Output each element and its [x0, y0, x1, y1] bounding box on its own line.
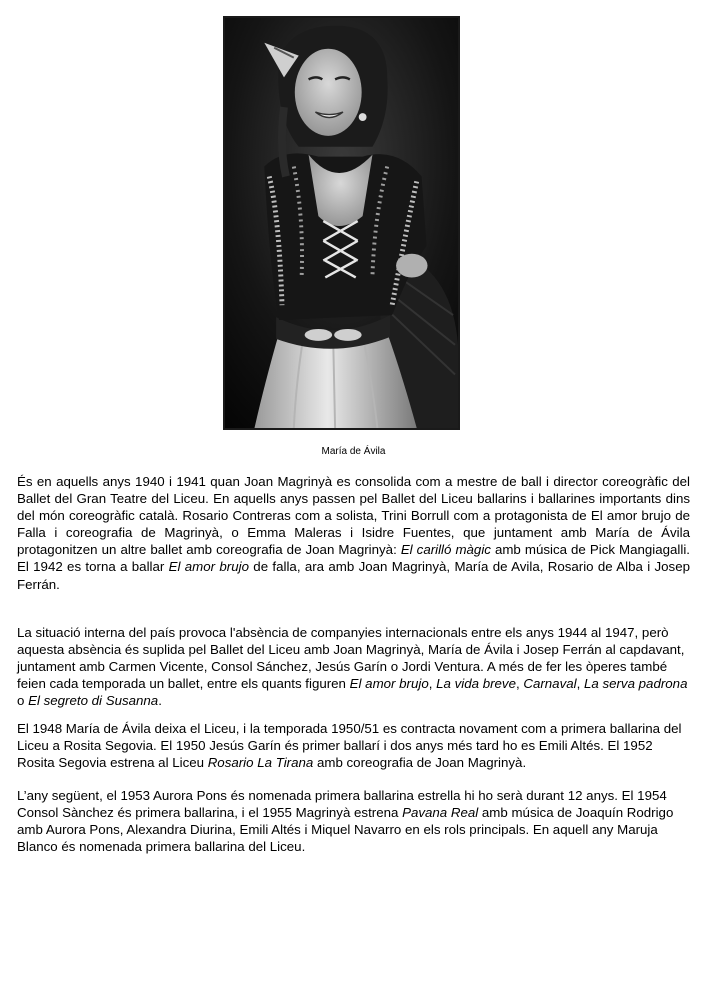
- paragraph-2: [17, 624, 690, 709]
- work-title: Rosario La Tirana: [207, 755, 314, 771]
- paragraph-2-text: [17, 624, 690, 709]
- text-run: de falla, ara amb Joan Magrinyà, María de Avila, Rosario de Alba i Josep Ferrán.: [17, 559, 690, 592]
- text-run: amb música de Pick Mangiagalli. El 1942 es torna a ballar: [17, 542, 690, 575]
- work-title: El amor brujo: [349, 676, 429, 692]
- work-title: El segreto di Susanna: [28, 693, 159, 709]
- work-title: La vida breve: [436, 676, 516, 692]
- paragraph-3-text: [17, 720, 690, 771]
- paragraph-4-text: [17, 787, 690, 855]
- text-run: amb música de Joaquín Rodrigo amb Aurora Pons, Alexandra Diurina, Emili Altés i Miquel Navarro en els rols principals. En aquell any Maruja Blanco és nomenada primera ballarina del Liceu.: [17, 805, 674, 855]
- work-title: Pavana Real: [402, 805, 479, 821]
- text-run: ,: [428, 676, 437, 692]
- text-run: El 1948 María de Ávila deixa el Liceu, i la temporada 1950/51 es contracta novament com a primera ballarina del Liceu a Rosita Segovia. El 1950 Jesús Garín és primer ballarí i dos anys més tard ho es Emili Altés. El 1952 Rosita Segovia estrena al Liceu: [17, 721, 682, 771]
- text-run: És en aquells anys 1940 i 1941 quan Joan Magrinyà es consolida com a mestre de ball i director coreogràfic del Ballet del Gran Teatre del Liceu. En aquells anys passen pel Ballet del Liceu ballarins i ballarines importants dins del món coreogràfic català. Rosario Contreras com a solista, Trini Borrull com a protagonista de El amor brujo de Falla i coreografia de Magrinyà, o Emma Maleras i Isidre Fuentes, que juntament amb María de Ávila protagonitzen un altre ballet amb coreografia de Joan Magrinyà:: [17, 474, 690, 558]
- dancer-photo-illustration: [225, 18, 458, 428]
- text-run: .: [158, 693, 162, 709]
- paragraph-1-text: [17, 473, 690, 593]
- text-run: La situació interna del país provoca l'absència de companyies internacionals entre els anys 1944 al 1947, però aquesta absència és suplida pel Ballet del Liceu amb Joan Magrinyà, María de Ávila i Josep Ferrán al capdavant, juntament amb Carmen Vicente, Consol Sánchez, Jesús Garín o Jordi Ventura. A més de fer les òperes també feien cada temporada un ballet, entre els quants figuren: [17, 625, 685, 692]
- work-title: La serva padrona: [583, 676, 688, 692]
- text-run: ,: [515, 676, 524, 692]
- paragraph-4: [17, 787, 690, 855]
- paragraph-1: [17, 473, 690, 593]
- text-run: amb coreografia de Joan Magrinyà.: [313, 755, 527, 771]
- work-title: El amor brujo: [168, 559, 249, 575]
- work-title: Carnaval: [523, 676, 577, 692]
- dancer-photo: [223, 16, 460, 430]
- text-run: L’any següent, el 1953 Aurora Pons és nomenada primera ballarina estrella hi ho serà durant 12 anys. El 1954 Consol Sànchez és primera ballarina, i el 1955 Magrinyà estrena: [17, 788, 667, 821]
- photo-caption: María de Ávila: [321, 446, 386, 457]
- paragraph-3: [17, 720, 690, 771]
- text-run: ,: [576, 676, 584, 692]
- work-title: El carilló màgic: [400, 542, 491, 558]
- text-run: o: [17, 693, 29, 709]
